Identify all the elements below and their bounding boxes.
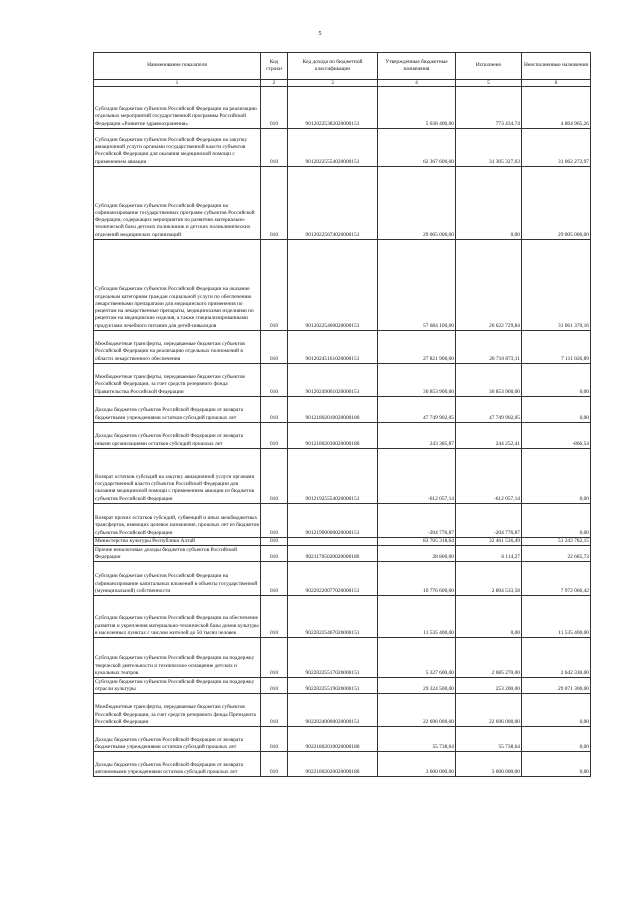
row-line-code: 010 [261,87,288,129]
table-row [94,331,591,364]
row-line-code: 010 [261,397,288,423]
header-approved: Утвержденные бюджетные назначения [378,53,456,80]
row-indicator-name: Межбюджетные трансферты, передаваемые бюджетам субъектов Российской Федерации, за счет средств резервного фонда Правительства Российской Федерации [94,364,261,397]
table-row [94,596,591,638]
row-executed-amount: 32 461 536,49 [456,538,522,546]
row-income-code: 90220225517020000151 [288,638,378,678]
column-number: 6 [522,80,591,87]
table-row [94,240,591,331]
row-approved-amount: 29 005 000,00 [378,167,456,240]
row-indicator-name: Субсидии бюджетам субъектов Российской Федерации на обеспечение развития и укрепления материально-технической базы домов культуры в населенных пунктах с числом жителей до 50 тысяч человек [94,596,261,638]
row-income-code [288,538,378,546]
row-executed-amount: 30 853 900,00 [456,364,522,397]
table-row [94,638,591,678]
row-approved-amount: -204 776,87 [378,504,456,538]
row-unexecuted-amount: 29 071 300,00 [522,678,591,694]
row-line-code: 010 [261,167,288,240]
table-row [94,727,591,752]
row-line-code: 010 [261,638,288,678]
row-income-code: 90120225460020000151 [288,240,378,331]
row-income-code: 90120225674020000151 [288,167,378,240]
row-approved-amount: 5 638 400,00 [378,87,456,129]
row-income-code: 90220225519020000151 [288,678,378,694]
column-number: 1 [94,80,261,87]
row-unexecuted-amount: 0,00 [522,694,591,727]
row-indicator-name: Субсидии бюджетам субъектов Российской Федерации на софинансирование капитальных вложений в объекты государственной (муниципальной) собственности [94,562,261,596]
row-income-code: 90221802020020000180 [288,752,378,777]
table-row [94,678,591,694]
row-executed-amount: 0,00 [456,596,522,638]
row-executed-amount: 244 252,41 [456,423,522,449]
row-indicator-name: Возврат остатков субсидий на закупку авиационной услуги органами государственной власти субъектов Российской Федерации для оказания медицинской помощи с применением авиации из бюджетов субъектов Российской Федерации [94,449,261,504]
row-executed-amount: -204 776,87 [456,504,522,538]
table-row [94,397,591,423]
row-executed-amount: 22 696 000,00 [456,694,522,727]
column-number: 4 [378,80,456,87]
row-indicator-name: Субсидии бюджетам субъектов Российской Федерации на поддержку творческой деятельности и техническое оснащение детских и кукольных театров [94,638,261,678]
row-unexecuted-amount: 29 005 000,00 [522,167,591,240]
header-indicator-name: Наименование показателя [94,53,261,80]
row-approved-amount: 5 327 600,00 [378,638,456,678]
row-income-code: 90120225382020000151 [288,87,378,129]
row-income-code: 90120249001020000151 [288,364,378,397]
row-line-code: 010 [261,504,288,538]
row-income-code: 90211705020020000180 [288,546,378,562]
row-line-code: 010 [261,694,288,727]
row-line-code: 010 [261,449,288,504]
row-executed-amount: 2 804 533,58 [456,562,522,596]
header-line-code: Код строки [261,53,288,80]
row-executed-amount: 26 622 729,84 [456,240,522,331]
row-approved-amount: -612 057,14 [378,449,456,504]
row-line-code: 010 [261,562,288,596]
row-executed-amount: -612 057,14 [456,449,522,504]
row-approved-amount: 28 800,00 [378,546,456,562]
row-line-code: 010 [261,538,288,546]
table-row [94,167,591,240]
row-unexecuted-amount: 0,00 [522,727,591,752]
table-row [94,504,591,538]
row-indicator-name: Министерство культуры Республики Алтай [94,538,261,546]
table-header-row [94,53,591,80]
row-income-code: 90121990000020000151 [288,504,378,538]
row-approved-amount: 29 324 500,00 [378,678,456,694]
row-executed-amount: 47 749 902,05 [456,397,522,423]
table-row [94,562,591,596]
row-approved-amount: 11 535 400,00 [378,596,456,638]
table-row [94,694,591,727]
row-approved-amount: 62 367 600,00 [378,129,456,167]
row-approved-amount: 30 853 900,00 [378,364,456,397]
header-income-code: Код дохода по бюджетной классификации [288,53,378,80]
row-unexecuted-amount: 0,00 [522,504,591,538]
row-approved-amount: 22 696 000,00 [378,694,456,727]
row-indicator-name: Субсидии бюджетам субъектов Российской Федерации на реализацию отдельных мероприятий государственной программы Российской Федерации «Развитие здравоохранения» [94,87,261,129]
row-unexecuted-amount: 7 972 066,42 [522,562,591,596]
row-unexecuted-amount: 4 864 965,26 [522,87,591,129]
row-indicator-name: Субсидии бюджетам субъектов Российской Федерации на оказание отдельным категориям граждан социальной услуги по обеспечению лекарственными препаратами для медицинского применения по рецептам на лекарственные препараты, медицинскими изделиями по рецептам на медицинские изделия, а также специализированными продуктами лечебного питания для детей-инвалидов [94,240,261,331]
row-line-code: 010 [261,364,288,397]
row-line-code: 010 [261,129,288,167]
row-indicator-name: Доходы бюджетов субъектов Российской Федерации от возврата бюджетными учреждениями остатков субсидий прошлых лет [94,397,261,423]
row-income-code: 90120225554020000151 [288,129,378,167]
row-line-code: 010 [261,423,288,449]
row-approved-amount: 47 749 902,05 [378,397,456,423]
row-unexecuted-amount: 0,00 [522,397,591,423]
row-line-code: 010 [261,331,288,364]
header-executed: Исполнено [456,53,522,80]
row-approved-amount: 243 385,87 [378,423,456,449]
row-unexecuted-amount: 11 535 400,00 [522,596,591,638]
row-unexecuted-amount: 51 243 782,15 [522,538,591,546]
row-indicator-name: Прочие неналоговые доходы бюджетов субъектов Российской Федерации [94,546,261,562]
table-row [94,423,591,449]
column-number: 2 [261,80,288,87]
row-indicator-name: Субсидии бюджетам субъектов Российской Федерации на закупку авиационной услуги органами государственной власти субъектов Российской Федерации для оказания медицинской помощи с применением авиации [94,129,261,167]
row-executed-amount: 55 738,64 [456,727,522,752]
table-row [94,87,591,129]
row-executed-amount: 253 200,00 [456,678,522,694]
row-approved-amount: 57 684 100,00 [378,240,456,331]
row-approved-amount: 27 821 900,00 [378,331,456,364]
row-indicator-name: Доходы бюджетов субъектов Российской Федерации от возврата автономными учреждениями остатков субсидий прошлых лет [94,752,261,777]
row-executed-amount: 31 305 327,03 [456,129,522,167]
row-unexecuted-amount: 7 111 026,89 [522,331,591,364]
row-executed-amount: 6 114,27 [456,546,522,562]
row-unexecuted-amount: 0,00 [522,752,591,777]
row-executed-amount: 773 434,74 [456,87,522,129]
row-indicator-name: Межбюджетные трансферты, передаваемые бюджетам субъектов Российской Федерации на реализацию отдельных полномочий в области лекарственного обеспечения [94,331,261,364]
column-number: 3 [288,80,378,87]
row-indicator-name: Субсидии бюджетам субъектов Российской Федерации на поддержку отрасли культуры [94,678,261,694]
column-number-row [94,80,591,87]
row-unexecuted-amount: 31 062 272,97 [522,129,591,167]
row-line-code: 010 [261,752,288,777]
row-unexecuted-amount: 22 685,73 [522,546,591,562]
row-executed-amount: 2 685 270,00 [456,638,522,678]
row-unexecuted-amount: 0,00 [522,364,591,397]
table-body [94,87,591,777]
row-income-code: 90121802030020000180 [288,423,378,449]
row-income-code: 90220225467020000151 [288,596,378,638]
row-income-code: 90220240000020000151 [288,694,378,727]
row-line-code: 010 [261,727,288,752]
row-line-code: 010 [261,546,288,562]
row-unexecuted-amount: 31 061 370,16 [522,240,591,331]
table-row [94,449,591,504]
row-executed-amount: 20 710 873,11 [456,331,522,364]
row-income-code: 90121802010020000180 [288,397,378,423]
row-unexecuted-amount: -866,54 [522,423,591,449]
table-row [94,129,591,167]
row-income-code: 90221802010020000180 [288,727,378,752]
row-indicator-name: Доходы бюджетов субъектов Российской Федерации от возврата иными организациями остатков субсидий прошлых лет [94,423,261,449]
row-unexecuted-amount: 0,00 [522,449,591,504]
row-income-code: 90121925554020000151 [288,449,378,504]
column-number: 5 [456,80,522,87]
row-indicator-name: Возврат прочих остатков субсидий, субвенций и иных межбюджетных трансфертов, имеющих целевое назначение, прошлых лет из бюджетов субъектов Российской Федерации [94,504,261,538]
row-approved-amount: 83 705 318,64 [378,538,456,546]
row-approved-amount: 55 738,64 [378,727,456,752]
row-indicator-name: Межбюджетные трансферты, передаваемые бюджетам субъектов Российской Федерации, за счет средств резервного фонда Президента Российской Федерации [94,694,261,727]
row-line-code: 010 [261,240,288,331]
row-line-code: 010 [261,678,288,694]
table-row [94,538,591,546]
budget-execution-table [93,52,591,777]
table-row [94,546,591,562]
page-number: 5 [318,31,322,37]
row-executed-amount: 3 600 000,00 [456,752,522,777]
row-approved-amount: 3 600 000,00 [378,752,456,777]
row-indicator-name: Доходы бюджетов субъектов Российской Федерации от возврата бюджетными учреждениями остатков субсидий прошлых лет [94,727,261,752]
row-approved-amount: 10 776 600,00 [378,562,456,596]
header-unexecuted: Неисполненные назначения [522,53,591,80]
row-indicator-name: Субсидии бюджетам субъектов Российской Федерации на софинансирование государственных программ субъектов Российской Федерации, содержащих мероприятия по развитию материально-технической базы детских поликлиник и детских поликлинических отделений медицинских организаций [94,167,261,240]
row-income-code: 90120245161020000151 [288,331,378,364]
row-line-code: 010 [261,596,288,638]
row-income-code: 90220220077020000151 [288,562,378,596]
table-row [94,364,591,397]
table-row [94,752,591,777]
row-executed-amount: 0,00 [456,167,522,240]
row-unexecuted-amount: 2 642 330,00 [522,638,591,678]
